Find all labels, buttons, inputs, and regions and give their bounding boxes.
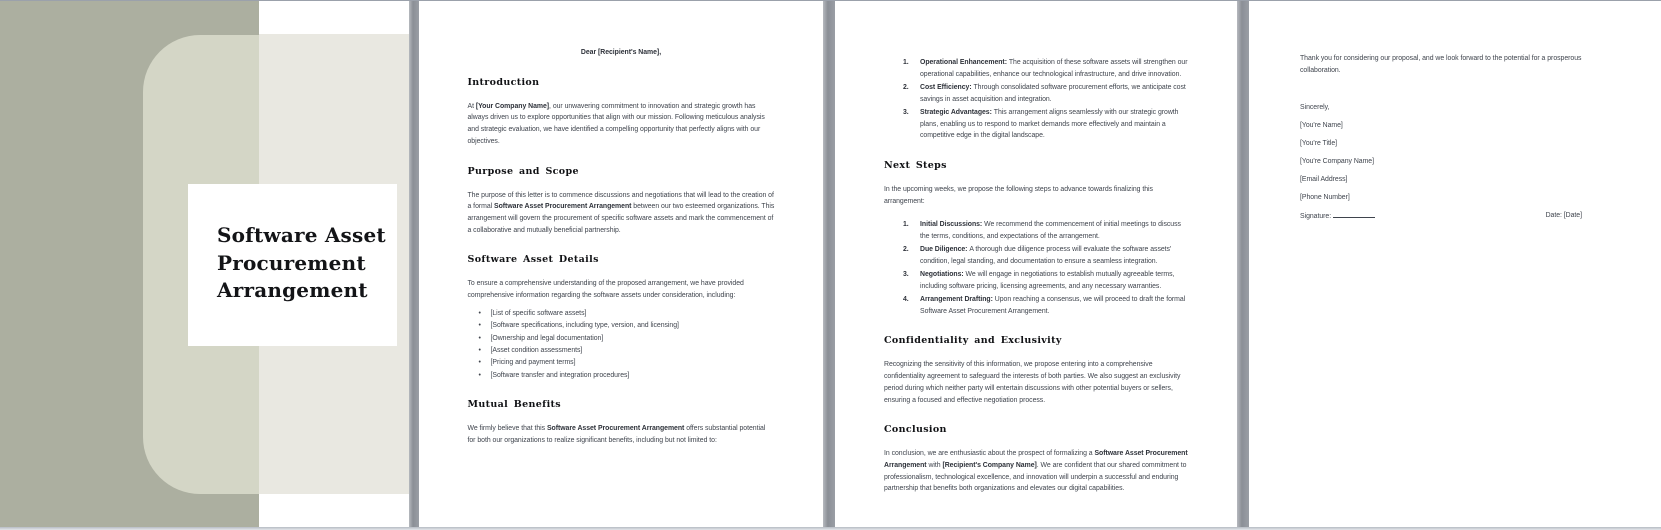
signature-line (1333, 210, 1375, 218)
cover-title-line: Procurement (217, 250, 366, 275)
cover-title-line: Software Asset (217, 223, 386, 247)
text-segment: The purpose of this letter is to commence discussions and negotiations that will lead to the creation of a formal (467, 191, 774, 211)
item-number: 2. (903, 246, 909, 254)
paragraph (884, 184, 1191, 207)
item-text: A thorough due diligence process will evaluate the software assets' condition, legal standing, and documentation to ensure a seamless integration. (920, 246, 1172, 265)
letter-page-3[interactable] (1249, 1, 1661, 527)
text-segment: Software Asset Procurement Arrangement (494, 203, 632, 211)
text-segment: . We are confident that our shared commitment to professionalism, technological excellence, and innovation will underpin a successful and enduring partnership that benefits both organizations and elevates our digital capabilities. (884, 461, 1187, 493)
cover-title-box (188, 184, 397, 346)
letter-page-3-content (1300, 1, 1608, 223)
text-segment: In conclusion, we are enthusiastic about the prospect of formalizing a (884, 450, 1095, 458)
item-number: 3. (903, 108, 909, 116)
top-border (0, 0, 1661, 1)
page-separator (823, 0, 836, 530)
text-segment: Software Asset Procurement Arrangement (546, 425, 685, 433)
paragraph (1300, 53, 1608, 76)
item-lead: Due Diligence: (920, 246, 970, 254)
paragraph (884, 359, 1191, 406)
text-segment: We firmly believe that this (467, 425, 547, 433)
numbered-item (884, 294, 1191, 317)
signature-label: Signature: (1300, 210, 1375, 223)
text-segment: Dear (580, 49, 598, 56)
item-lead: Strategic Advantages: (920, 108, 994, 116)
signature-block-line: Sincerely, (1300, 104, 1330, 112)
item-lead: Operational Enhancement: (920, 59, 1009, 66)
salutation-line (468, 47, 775, 59)
item-text: Upon reaching a consensus, we will proceed to draft the formal Software Asset Procurement Arrangement. (920, 296, 1186, 315)
letter-page-1[interactable] (419, 1, 823, 527)
item-text: We will engage in negotiations to establish mutually agreeable terms, including software pricing, licensing agreements, and any necessary warranties. (920, 271, 1175, 290)
text-segment: To ensure a comprehensive understanding of the proposed arrangement, we have provided comprehensive information regarding the software assets under consideration, including: (467, 280, 744, 300)
text-segment: [Your Company Name] (475, 102, 550, 110)
signature-block-line: [Email Address] (1300, 176, 1348, 184)
section-heading: Conclusion (884, 424, 947, 436)
signature-block-line: [You're Title] (1300, 140, 1338, 148)
section-heading: Confidentiality and Exclusivity (884, 335, 1062, 347)
item-lead: Negotiations: (920, 271, 966, 279)
numbered-item (884, 57, 1191, 80)
numbered-item (884, 244, 1191, 267)
page-separator (409, 0, 419, 530)
item-lead: Initial Discussions: (920, 221, 985, 229)
text-segment: between our two esteemed organizations. This arrangement will govern the procurement of specific software assets and mark the commencement of a collaborative and mutually beneficial partnership. (467, 203, 775, 234)
text-segment: , our unwavering commitment to innovation and strategic growth has always driven us to explore opportunities that align with our mission. Following meticulous analysis and strategic evaluation, we have identified a compelling opportunity that perfectly aligns with our objectives. (467, 102, 765, 145)
section-heading: Introduction (467, 76, 540, 88)
cover-title-line: Arrangement (217, 278, 368, 302)
numbered-item (884, 82, 1191, 105)
text-segment: Software Asset Procurement Arrangement (884, 450, 1188, 469)
bullet-item: • [Software specifications, including type, version, and licensing] (491, 320, 775, 332)
item-text: We recommend the commencement of initial meetings to discuss the terms, conditions, and expectations of the arrangement. (920, 221, 1181, 241)
text-segment: Recognizing the sensitivity of this information, we propose entering into a comprehensive confidentiality agreement to safeguard the interests of both parties. We also suggest an exclusivity period during which neither party will entertain discussions with other potential buyers or sellers, ensuring a focused and effective negotiation process. (884, 361, 1181, 404)
numbered-item (884, 269, 1191, 292)
page-separator (1237, 0, 1249, 530)
numbered-item (884, 107, 1191, 142)
letter-page-2-content (884, 1, 1191, 495)
bullet-item: • [Software transfer and integration procedures] (491, 370, 775, 382)
text-segment: In the upcoming weeks, we propose the following steps to advance towards finalizing this arrangement: (884, 185, 1153, 205)
bullet-list (468, 308, 775, 382)
item-text: This arrangement aligns seamlessly with our strategic growth plans, enabling us to respond to market demands more effectively and maintain a competitive edge in the digital landscape. (920, 108, 1179, 140)
section-heading: Purpose and Scope (467, 165, 579, 177)
item-text: The acquisition of these software assets will strengthen our operational capabilities, enhance our technological infrastructure, and drive innovation. (920, 59, 1188, 78)
text-segment: Thank you for considering our proposal, and we look forward to the potential for a prosperous collaboration. (1300, 55, 1582, 74)
signature-block-line: [You're Company Name] (1300, 158, 1374, 166)
text-segment: [Recipient's Name], (597, 49, 662, 56)
bullet-item: • [Asset condition assessments] (491, 345, 775, 357)
paragraph (468, 190, 775, 237)
section-heading: Next Steps (884, 159, 947, 171)
numbered-list (884, 57, 1191, 142)
bullet-item: • [Ownership and legal documentation] (491, 333, 775, 345)
item-lead: Cost Efficiency: (920, 83, 974, 91)
paragraph (884, 448, 1191, 495)
numbered-list (884, 219, 1191, 317)
letter-page-2[interactable] (835, 1, 1237, 527)
date-label: Date: [Date] (1545, 212, 1582, 220)
signature-block-line: [Phone Number] (1300, 194, 1350, 202)
item-text: Through consolidated software procurement efforts, we anticipate cost savings in asset acquisition and integration. (920, 83, 1186, 103)
item-number: 3. (903, 271, 909, 279)
item-number: 2. (903, 83, 909, 91)
text-segment: with (926, 461, 943, 469)
text-segment: [Recipient's Company Name] (942, 461, 1037, 469)
bullet-item: • [List of specific software assets] (491, 308, 775, 320)
item-number: 1. (903, 221, 909, 229)
paragraph (468, 423, 775, 446)
text-segment: offers substantial potential for both our organizations to realize significant benefits, including but not limited to: (467, 425, 766, 445)
cover-page[interactable] (0, 1, 409, 527)
item-number: 1. (903, 59, 909, 66)
signature-block-line: [You're Name] (1300, 122, 1343, 130)
item-lead: Arrangement Drafting: (920, 296, 995, 304)
signature-row (1300, 210, 1608, 223)
numbered-item (884, 219, 1191, 242)
item-number: 4. (903, 296, 909, 304)
section-heading: Software Asset Details (467, 254, 599, 266)
paragraph (468, 101, 775, 148)
section-heading: Mutual Benefits (467, 399, 561, 411)
text-segment: At (467, 102, 476, 110)
letter-page-1-content (468, 1, 775, 447)
paragraph (468, 278, 775, 301)
bullet-item: • [Pricing and payment terms] (491, 357, 775, 369)
